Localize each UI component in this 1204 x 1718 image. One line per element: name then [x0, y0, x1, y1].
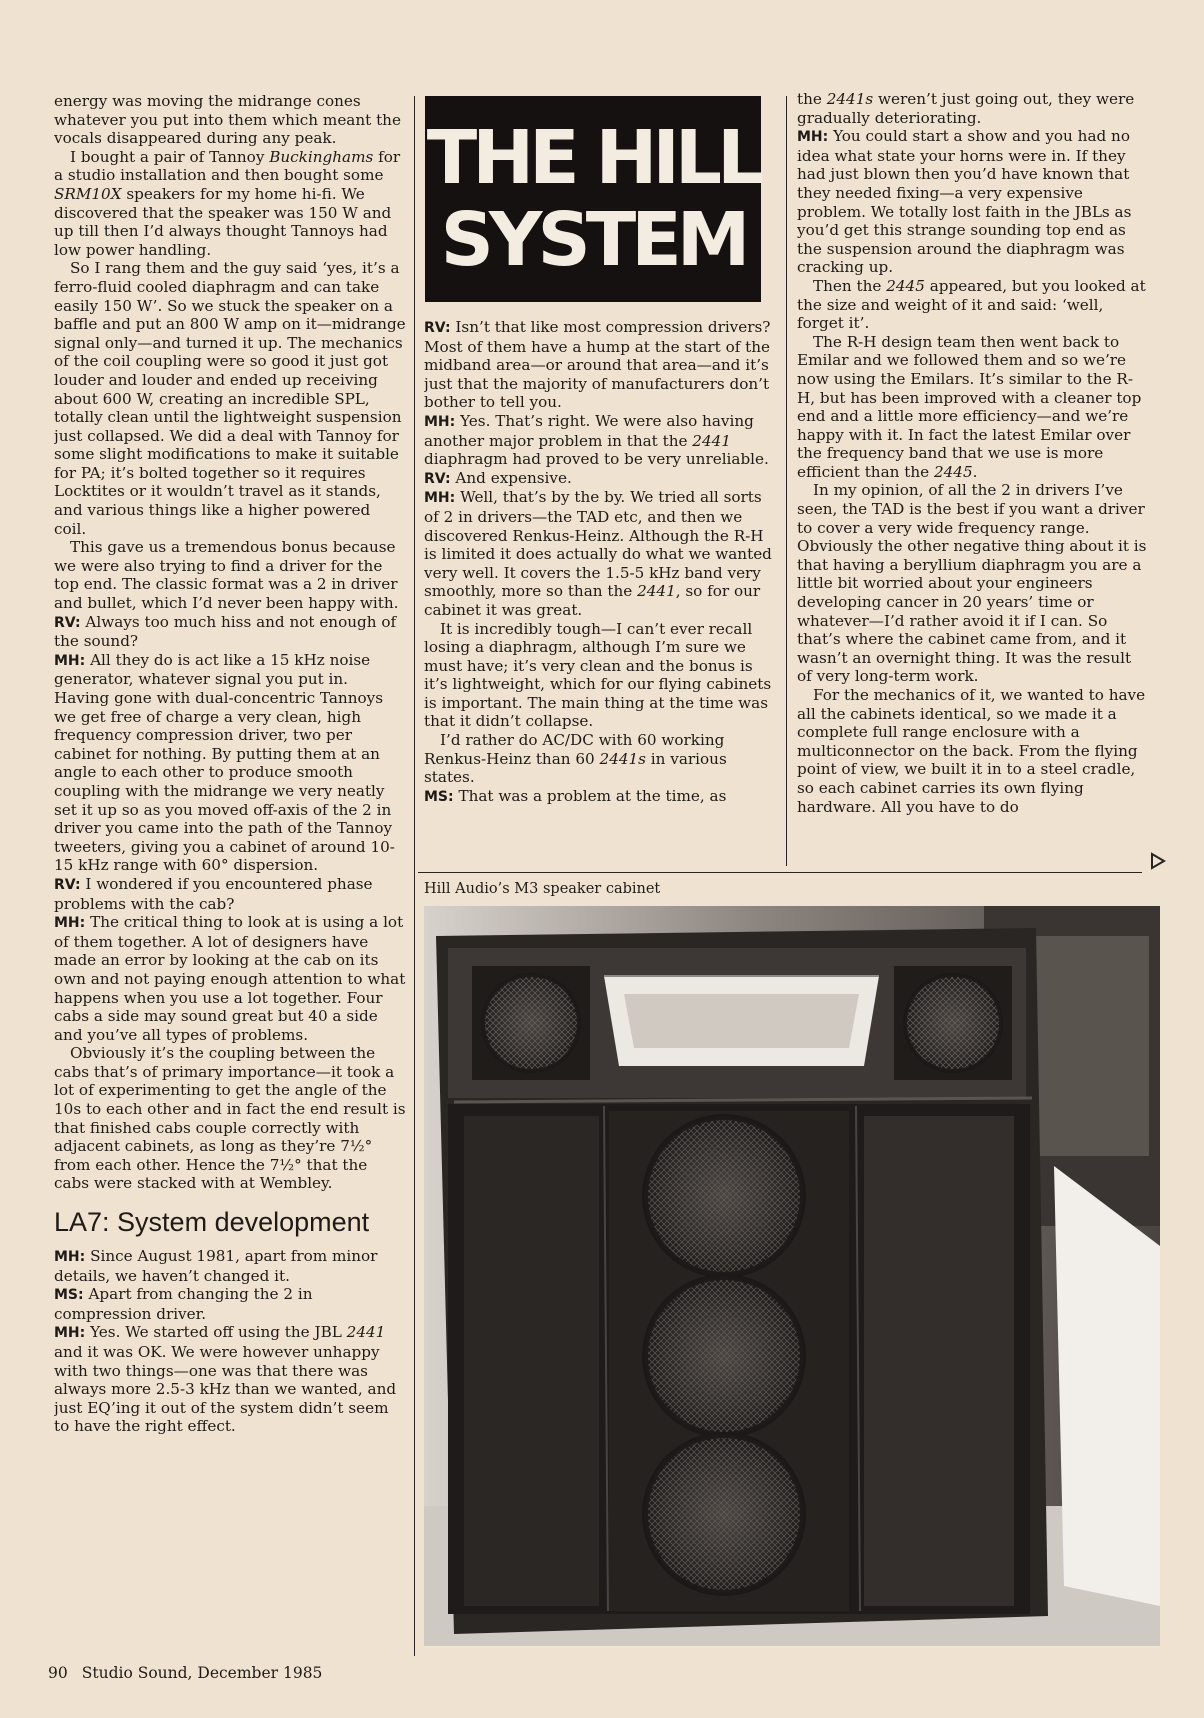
paragraph: [797, 127, 1149, 277]
italic-text: 2441s: [599, 749, 646, 768]
paragraph: [54, 651, 406, 875]
italic-text: 2445: [886, 276, 925, 295]
text-run: Yes. That’s right. We were also having another major problem in that the: [424, 411, 754, 450]
text-run: appeared, but you looked at the size and weight of it and said: ‘well, forget it’.: [797, 276, 1146, 333]
caption-rule: [418, 872, 1142, 873]
column-divider-right: [786, 96, 787, 866]
paragraph: [424, 787, 776, 807]
paragraph: [54, 1044, 406, 1193]
text-run: So I rang them and the guy said ‘yes, it’s a ferro-fluid cooled diaphragm and can take easily 150 W’. So we stuck the speaker on a baffle and put an 800 W amp on it—midrange signal only—and turned it up. The mechanics of the coil coupling were so good it just got louder and louder and ended up receiving about 600 W, creating an incredible SPL, totally clean until the lightweight suspension just collapsed. We did a deal with Tannoy for some slight modifications to make it suitable for PA; it’s bolted together so it requires Locktites or it wouldn’t travel as it stands, and various things like a higher powered coil.: [54, 259, 406, 538]
italic-text: 2441: [637, 582, 676, 601]
text-run: I wondered if you encountered phase problems with the cab?: [54, 874, 373, 913]
paragraph: [797, 481, 1149, 686]
text-run: Isn’t that like most compression drivers? Most of them have a hump at the start of the midband area—or around that area—and it’s just that the majority of manufacturers don’t bother to tell you.: [424, 318, 771, 412]
text-run: I bought a pair of Tannoy: [70, 147, 270, 166]
page-footer: [48, 1664, 548, 1682]
text-run: Apart from changing the 2 in compression driver.: [54, 1285, 313, 1323]
text-run: speakers for my home hi-fi. We discovered that the speaker was 150 W and up till then I’d always thought Tannoys had low power handling.: [54, 184, 392, 259]
paragraph: [424, 488, 776, 619]
paragraph: [54, 148, 406, 260]
paragraph: [424, 412, 776, 469]
text-run: For the mechanics of it, we wanted to have all the cabinets identical, so we made it a complete full range enclosure with a multiconnector on the back. From the flying point of view, we built it in to a steel cradle, so each cabinet carries its own flying hardware. All you have to do: [797, 686, 1146, 816]
italic-text: Buckinghams: [269, 147, 374, 166]
paragraph: [424, 318, 776, 412]
paragraph: [797, 277, 1149, 333]
paragraph: [424, 731, 776, 787]
photo-caption: Hill Audio’s M3 speaker cabinet: [424, 881, 661, 897]
text-run: In my opinion, of all the 2 in drivers I’ve seen, the TAD is the best if you want a driver to cover a very wide frequency range. Obviously the other negative thing about it is that having a beryllium diaphragm you are a little bit worried about your engineers developing cancer in 20 years’ time or whatever—I’d rather avoid it if I can. So that’s where the cabinet came from, and it wasn’t an overnight thing. It was the result of very long-term work.: [797, 481, 1147, 686]
column-3: [797, 90, 1149, 866]
italic-text: 2441s: [826, 90, 874, 108]
italic-text: 2445: [933, 462, 973, 481]
speaker-initials: RV:: [54, 614, 81, 631]
paragraph: [54, 875, 406, 913]
headline-line-1: THE HILL: [426, 115, 760, 201]
speaker-initials: RV:: [54, 876, 81, 893]
text-run: Then the: [813, 276, 887, 295]
column-divider-left: [414, 96, 415, 1656]
text-run: diaphragm had proved to be very unreliable.: [424, 450, 769, 469]
paragraph: [797, 686, 1149, 816]
speaker-initials: MS:: [54, 1287, 84, 1304]
speaker-initials: MH:: [54, 652, 86, 669]
paragraph: [54, 538, 406, 612]
text-run: Yes. We started off using the JBL: [85, 1323, 347, 1342]
speaker-initials: MS:: [424, 788, 454, 805]
text-run: And expensive.: [450, 468, 572, 487]
paragraph: [54, 913, 406, 1044]
text-run: The critical thing to look at is using a lot of them together. A lot of designers have made an error by looking at the cab on its own and not paying enough attention to what happens when you use a lot together. Four cabs a side may sound great but 40 a side and you’ve all types of problems.: [54, 913, 406, 1044]
paragraph: [424, 469, 776, 489]
speaker-initials: RV:: [424, 470, 451, 487]
text-run: Well, that’s by the by. We tried all sorts of 2 in drivers—the TAD etc, and then we discovered Renkus-Heinz. Although the R-H is limited it does actually do what we wanted very well. It covers the 1.5-5 kHz band very smoothly, more so than the: [424, 488, 772, 601]
column-1: [54, 92, 406, 1652]
speaker-initials: MH:: [54, 1325, 86, 1342]
paragraph: [797, 333, 1149, 482]
page-number: 90: [48, 1664, 68, 1682]
text-run: weren’t just going out, they were gradually deteriorating.: [797, 90, 1135, 127]
speaker-initials: MH:: [797, 129, 829, 146]
text-run: All they do is act like a 15 kHz noise generator, whatever signal you put in. Having gone with dual-concentric Tannoys we get free of charge a very clean, high frequency compression driver, two per cabinet for nothing. By putting them at an angle to each other to produce smooth coupling with the midrange we very neatly set it up so as you moved off-axis of the 2 in driver you came into the path of the Tannoy tweeters, giving you a cabinet of around 10-15 kHz range with 60° dispersion.: [54, 650, 395, 875]
italic-text: 2441: [692, 431, 731, 450]
text-run: energy was moving the midrange cones whatever you put into them which meant the vocals disappeared during any peak.: [54, 92, 401, 148]
text-run: in various states.: [424, 749, 727, 787]
italic-text: SRM10X: [54, 184, 122, 203]
text-run: The R-H design team then went back to Emilar and we followed them and so we’re now using the Emilars. It’s similar to the R-H, but has been improved with a cleaner top end and a little more efficiency—and we’re happy with it. In fact the latest Emilar over the frequency band that we use is more efficient than the: [797, 332, 1142, 481]
speaker-initials: RV:: [424, 320, 451, 336]
text-run: , so for our cabinet it was great.: [424, 582, 761, 619]
speaker-initials: MH:: [424, 490, 456, 507]
text-run: I’d rather do AC/DC with 60 working Renkus-Heinz than 60: [424, 731, 725, 768]
text-run: for a studio installation and then bought some: [54, 147, 401, 185]
text-run: It is incredibly tough—I can’t ever recall losing a diaphragm, although I’m sure we must have; it’s very clean and the bonus is it’s lightweight, which for our flying cabinets is important. The main thing at the time was that it didn’t collapse.: [424, 619, 772, 731]
text-run: Always too much hiss and not enough of the sound?: [54, 612, 397, 651]
column-1-body: [54, 92, 406, 1193]
paragraph: [797, 90, 1149, 127]
speaker-initials: MH:: [424, 413, 456, 430]
headline-line-2: SYSTEM: [440, 197, 746, 283]
text-run: This gave us a tremendous bonus because we were also trying to find a driver for the top end. The classic format was a 2 in driver and bullet, which I’d never been happy with.: [54, 538, 399, 613]
paragraph: [424, 620, 776, 732]
text-run: and it was OK. We were however unhappy with two things—one was that there was always more 2.5-3 kHz than we wanted, and just EQ’ing it out of the system didn’t seem to have the right effect.: [54, 1343, 397, 1436]
text-run: Since August 1981, apart from minor details, we haven’t changed it.: [54, 1247, 378, 1285]
paragraph: [54, 1285, 406, 1323]
paragraph: [54, 1247, 406, 1285]
paragraph: [54, 1323, 406, 1436]
text-run: .: [972, 462, 978, 481]
paragraph: [54, 613, 406, 651]
text-run: the: [797, 90, 827, 108]
headline-box: [425, 96, 761, 302]
triangle-right-icon: [1150, 852, 1166, 870]
column-1-body-after: [54, 1247, 406, 1436]
speaker-initials: MH:: [54, 915, 86, 932]
publication-line: Studio Sound, December 1985: [81, 1664, 323, 1682]
paragraph: [54, 259, 406, 538]
italic-text: 2441: [346, 1323, 386, 1342]
column-2: [424, 318, 776, 866]
text-run: That was a problem at the time, as: [453, 786, 727, 805]
subheading: LA7: System development: [54, 1207, 370, 1238]
text-run: You could start a show and you had no idea what state your horns were in. If they had just blown then you’d have known that they needed fixing—a very expensive problem. We totally lost faith in the JBLs as you’d get this strange sounding top end as the suspension around the diaphragm was cracking up.: [797, 127, 1132, 277]
speaker-initials: MH:: [54, 1249, 86, 1266]
text-run: Obviously it’s the coupling between the cabs that’s of primary importance—it took a lot of experimenting to get the angle of the 10s to each other and in fact the end result is that finished cabs couple correctly with adjacent cabinets, as long as they’re 7½° from each other. Hence the 7½° that the cabs were stacked with at Wembley.: [54, 1044, 406, 1193]
paragraph: [54, 92, 406, 148]
speaker-cabinet-photo: [424, 906, 1160, 1646]
